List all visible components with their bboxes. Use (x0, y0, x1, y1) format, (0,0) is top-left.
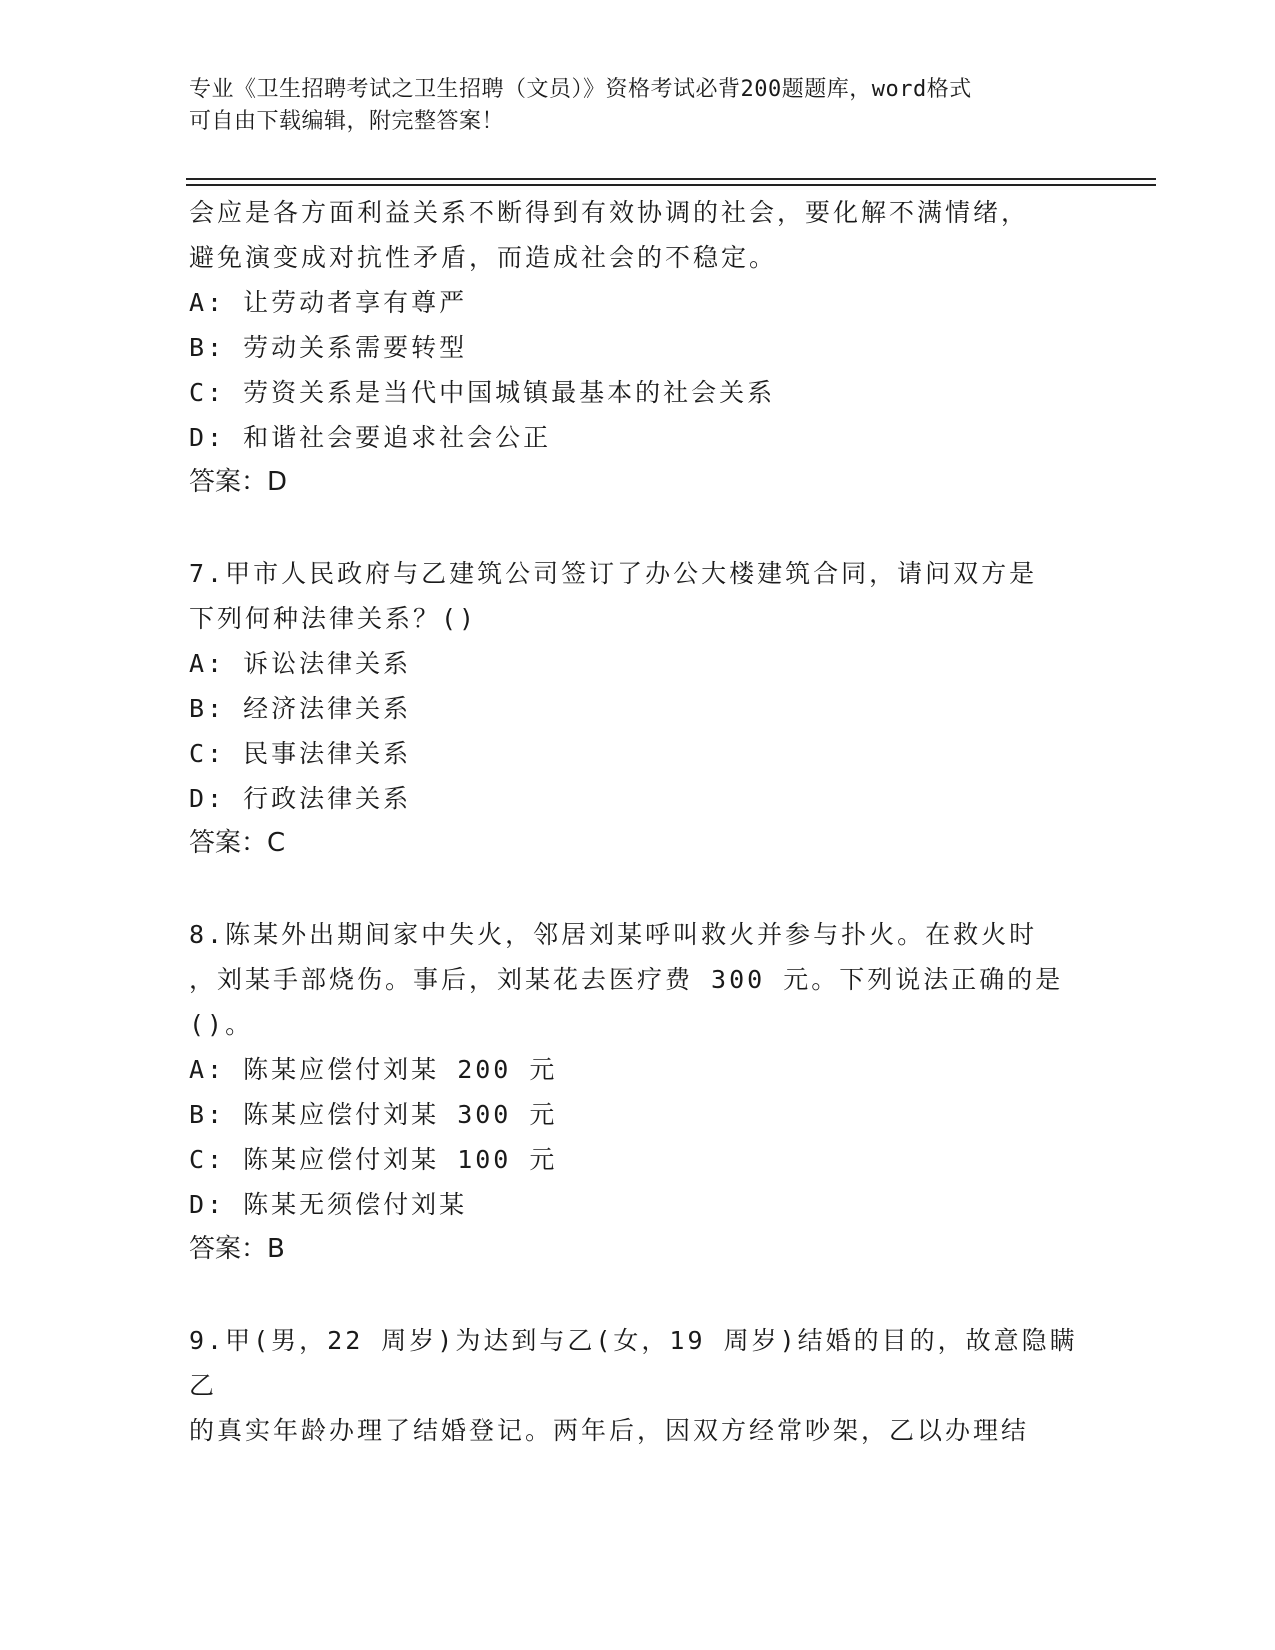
option-b: B: 陈某应偿付刘某 300 元 (189, 1100, 558, 1129)
question-8 (189, 912, 1089, 1272)
question-text-line: 8.陈某外出期间家中失火，邻居刘某呼叫救火并参与扑火。在救火时 (189, 920, 1038, 949)
header-rule-top (186, 178, 1156, 180)
document-body (189, 190, 1089, 1453)
question-9 (189, 1318, 1089, 1453)
answer-label: 答案：D (189, 467, 288, 497)
question-text-line: 下列何种法律关系？() (189, 604, 478, 633)
header-line-1: 专业《卫生招聘考试之卫生招聘（文员）》资格考试必背200题题库，word格式 (189, 77, 972, 102)
header-line-2: 可自由下载编辑，附完整答案！ (189, 109, 505, 134)
question-text-line: 的真实年龄办理了结婚登记。两年后，因双方经常吵架，乙以办理结 (189, 1416, 1030, 1445)
option-c: C: 民事法律关系 (189, 739, 412, 768)
document-header (189, 74, 1089, 138)
option-d: D: 陈某无须偿付刘某 (189, 1190, 468, 1219)
answer-label: 答案：C (189, 828, 286, 858)
question-text-line: 避免演变成对抗性矛盾，而造成社会的不稳定。 (189, 243, 778, 272)
option-a: A: 让劳动者享有尊严 (189, 288, 468, 317)
question-7 (189, 551, 1089, 866)
header-rule-bottom (186, 184, 1156, 186)
option-b: B: 劳动关系需要转型 (189, 333, 468, 362)
option-d: D: 和谐社会要追求社会公正 (189, 423, 552, 452)
option-c: C: 劳资关系是当代中国城镇最基本的社会关系 (189, 378, 776, 407)
option-a: A: 诉讼法律关系 (189, 649, 412, 678)
answer-label: 答案：B (189, 1234, 285, 1264)
question-intro (189, 190, 1089, 505)
option-b: B: 经济法律关系 (189, 694, 412, 723)
question-text-line: ，刘某手部烧伤。事后，刘某花去医疗费 300 元。下列说法正确的是 (189, 965, 1064, 994)
option-d: D: 行政法律关系 (189, 784, 412, 813)
question-text-line: 9.甲(男，22 周岁)为达到与乙(女，19 周岁)结婚的目的，故意隐瞒乙 (189, 1326, 1078, 1400)
option-a: A: 陈某应偿付刘某 200 元 (189, 1055, 558, 1084)
question-text-line: 7.甲市人民政府与乙建筑公司签订了办公大楼建筑合同，请问双方是 (189, 559, 1038, 588)
question-text-line: ()。 (189, 1010, 254, 1039)
option-c: C: 陈某应偿付刘某 100 元 (189, 1145, 558, 1174)
question-text-line: 会应是各方面利益关系不断得到有效协调的社会，要化解不满情绪， (189, 198, 1030, 227)
